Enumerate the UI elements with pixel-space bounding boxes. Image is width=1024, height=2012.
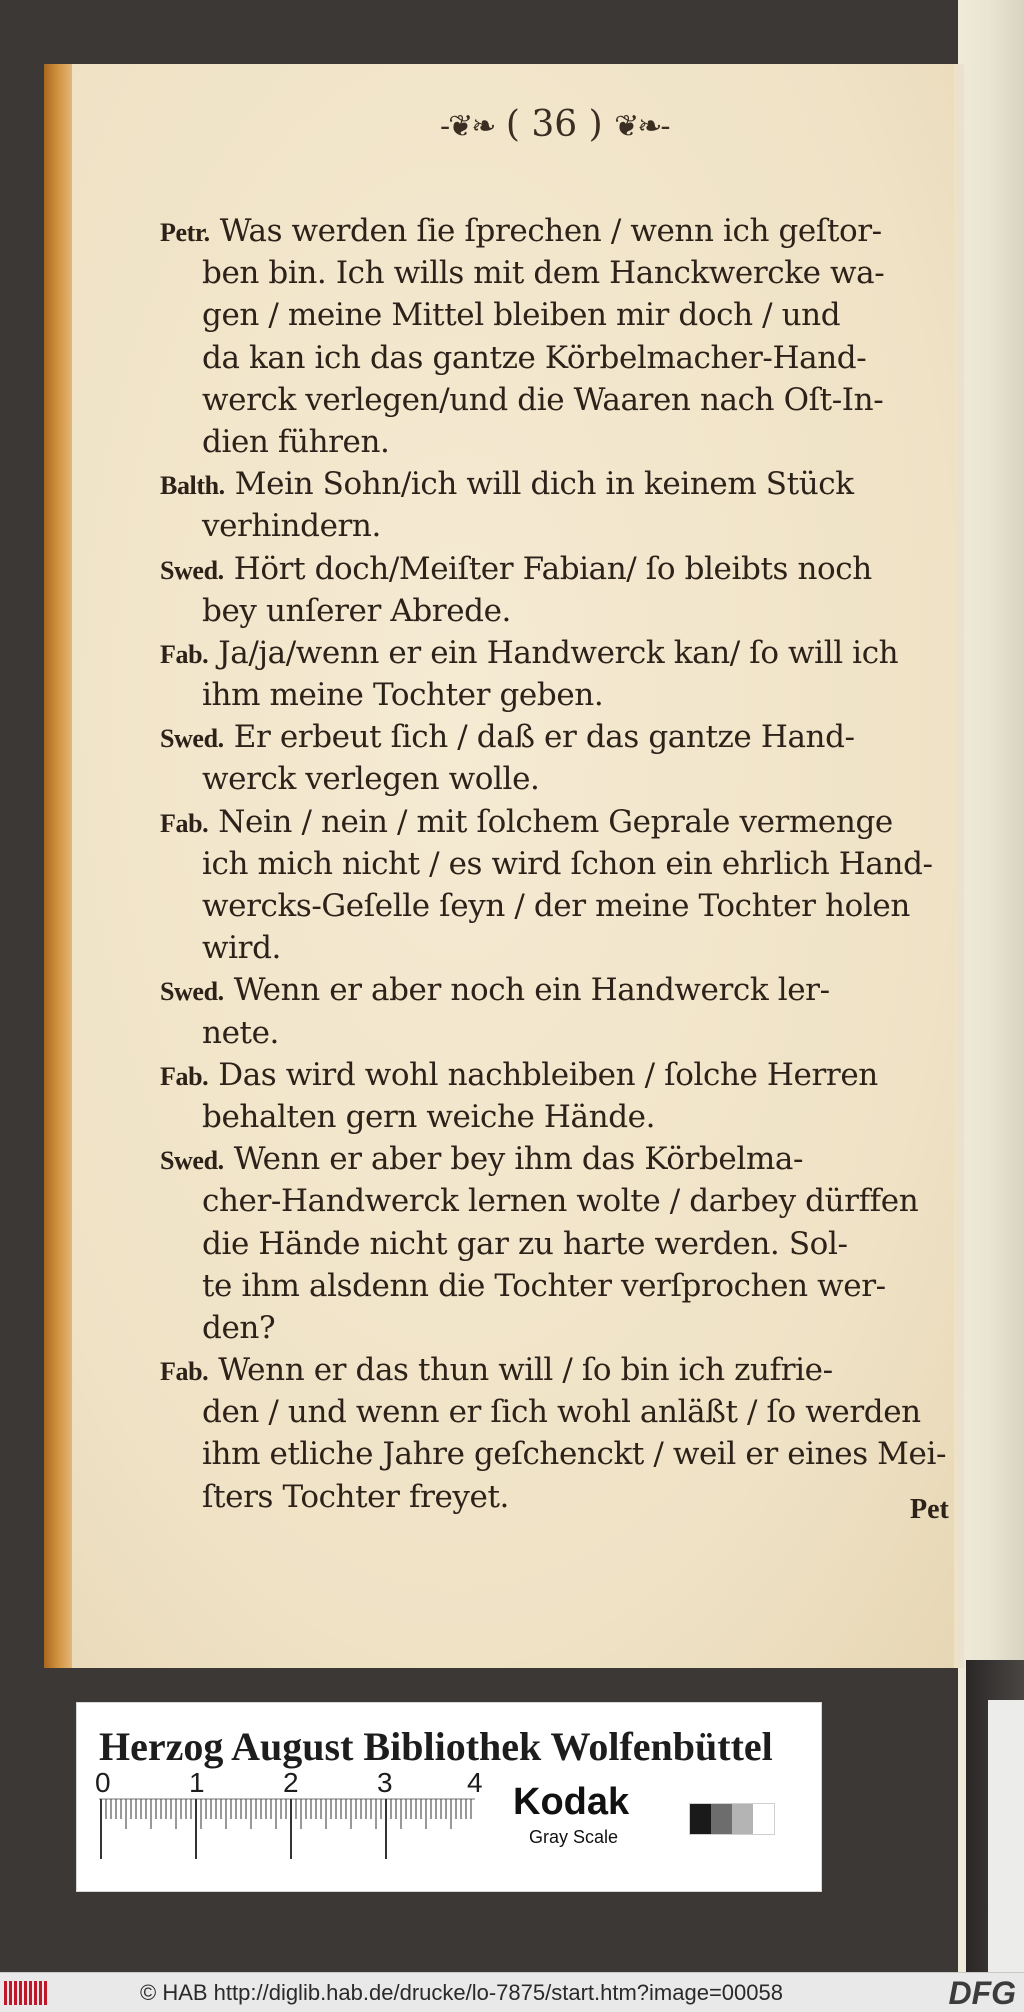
- speaker-name: Swed.: [160, 1146, 224, 1176]
- speaker-name: Petr.: [160, 218, 210, 247]
- edge-paper: [988, 1700, 1024, 1972]
- text-line: [160, 1180, 1000, 1222]
- text-line: [160, 1096, 1000, 1138]
- gray-swatch: [711, 1804, 732, 1834]
- line-text: wercks-Geſelle ſeyn / der meine Tochter holen: [202, 888, 910, 924]
- footer-bar: [0, 1972, 1024, 2012]
- color-calibration-card: [76, 1702, 822, 1892]
- page-gilt-edge: [44, 64, 72, 1668]
- text-line: [160, 1476, 1000, 1518]
- line-text: Hört doch/Meiſter Fabian/ ſo bleibts noch: [233, 550, 872, 587]
- gray-swatch: [753, 1804, 774, 1834]
- gray-scale-patch: [689, 1803, 775, 1835]
- text-line: [160, 294, 1000, 336]
- text-line: [160, 1391, 1000, 1433]
- text-line: [160, 421, 1000, 463]
- speaker-name: Swed.: [160, 555, 224, 585]
- line-text: Wenn er das thun will / ſo bin ich zufrie-: [218, 1352, 833, 1389]
- line-text: Wenn er aber noch ein Handwerck ler-: [233, 972, 830, 1009]
- ruler-label: 0: [95, 1767, 111, 1798]
- text-line: [160, 1265, 1000, 1307]
- line-text: ben bin. Ich wills mit dem Hanckwercke wa-: [202, 255, 885, 292]
- text-line: [160, 969, 1000, 1011]
- line-text: gen / meine Mittel bleiben mir doch / und: [202, 297, 841, 334]
- line-text: da kan ich das gantze Körbelmacher-Hand-: [202, 339, 867, 376]
- dfg-logo: DFG: [948, 1975, 1016, 2011]
- line-text: die Hände nicht gar zu harte werden. Sol-: [202, 1225, 848, 1262]
- gray-scale-label: Gray Scale: [529, 1827, 619, 1847]
- speaker-name: Fab.: [160, 808, 209, 838]
- line-text: Was werden ſie ſprechen / wenn ich geſtor-: [219, 213, 882, 249]
- line-text: behalten gern weiche Hände.: [202, 1098, 656, 1135]
- line-text: te ihm alsdenn die Tochter verſprochen wer-: [202, 1267, 886, 1304]
- text-line: [160, 1138, 1000, 1180]
- page-header: [440, 104, 740, 145]
- line-text: Das wird wohl nachbleiben / ſolche Herren: [218, 1056, 878, 1093]
- ruler-label: 1: [189, 1767, 205, 1798]
- text-line: [160, 632, 1000, 674]
- line-text: den / und wenn er ſich wohl anläßt / ſo werden: [202, 1394, 921, 1431]
- line-text: cher-Handwerck lernen wolte / darbey dürffen: [202, 1183, 919, 1220]
- line-text: ich mich nicht / es wird ſchon ein ehrlich Hand-: [202, 845, 933, 882]
- page-number: ( 36 ): [505, 104, 603, 145]
- text-line: [160, 1223, 1000, 1265]
- hab-logo-icon: [4, 1981, 48, 2005]
- text-line: [160, 885, 1000, 927]
- speaker-name: Swed.: [160, 977, 224, 1007]
- line-text: ſters Tochter freyet.: [202, 1478, 510, 1515]
- speaker-name: Fab.: [160, 1357, 209, 1387]
- line-text: Ja/ja/wenn er ein Handwerck kan/ ſo will ich: [218, 634, 899, 671]
- line-text: dien führen.: [202, 423, 390, 460]
- speaker-name: Fab.: [160, 1061, 209, 1091]
- body-text: [160, 210, 1000, 1518]
- text-line: [160, 590, 1000, 632]
- text-line: [160, 674, 1000, 716]
- text-line: [160, 210, 1000, 252]
- line-text: verhindern.: [202, 508, 381, 545]
- gray-swatch: [690, 1804, 711, 1834]
- line-text: Nein / nein / mit ſolchem Geprale vermenge: [218, 803, 893, 840]
- catchword: Pet: [910, 1494, 949, 1525]
- gray-swatch: [732, 1804, 753, 1834]
- text-line: [160, 337, 1000, 379]
- text-line: [160, 1349, 1000, 1391]
- line-text: bey unſerer Abrede.: [202, 592, 511, 629]
- text-line: [160, 716, 1000, 758]
- line-text: werck verlegen wolle.: [202, 761, 540, 798]
- text-line: [160, 1433, 1000, 1475]
- line-text: Mein Sohn/ich will dich in keinem Stück: [234, 466, 854, 503]
- speaker-name: Swed.: [160, 724, 224, 754]
- line-text: wird.: [202, 930, 281, 967]
- footer-credit-link[interactable]: © HAB http://diglib.hab.de/drucke/lo-7875/start.htm?image=00058: [140, 1980, 783, 2005]
- text-line: [160, 843, 1000, 885]
- text-line: [160, 548, 1000, 590]
- ruler-label: 4: [467, 1767, 483, 1798]
- text-line: [160, 801, 1000, 843]
- text-line: [160, 758, 1000, 800]
- text-line: [160, 505, 1000, 547]
- text-line: [160, 1054, 1000, 1096]
- line-text: werck verlegen/und die Waaren nach Oſt-In-: [202, 381, 884, 418]
- ruler-icon: [97, 1797, 477, 1859]
- kodak-logo: Kodak: [513, 1781, 630, 1823]
- text-line: [160, 1307, 1000, 1349]
- speaker-name: Balth.: [160, 471, 225, 501]
- speaker-name: Fab.: [160, 639, 209, 669]
- line-text: den?: [202, 1309, 276, 1346]
- line-text: nete.: [202, 1014, 279, 1051]
- ornament-left-icon: -❦❧: [440, 109, 495, 144]
- ruler-label: 3: [377, 1767, 393, 1798]
- line-text: ihm meine Tochter geben.: [202, 677, 604, 714]
- ruler-label: 2: [283, 1767, 299, 1798]
- text-line: [160, 1012, 1000, 1054]
- line-text: Er erbeut ſich / daß er das gantze Hand-: [233, 719, 855, 756]
- library-title: Herzog August Bibliothek Wolfenbüttel: [99, 1724, 773, 1769]
- line-text: ihm etliche Jahre geſchenckt / weil er eines Mei-: [202, 1436, 947, 1473]
- text-line: [160, 927, 1000, 969]
- line-text: Wenn er aber bey ihm das Körbelma-: [233, 1141, 804, 1178]
- text-line: [160, 463, 1000, 505]
- text-line: [160, 379, 1000, 421]
- text-line: [160, 252, 1000, 294]
- ornament-right-icon: ❦❧-: [614, 109, 669, 144]
